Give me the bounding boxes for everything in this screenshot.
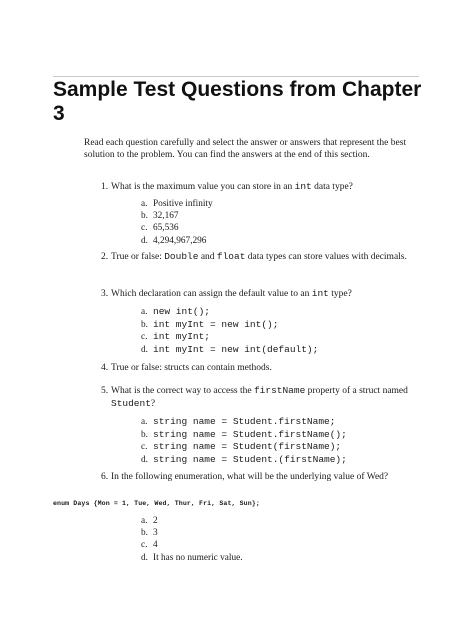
options-5 — [141, 416, 347, 466]
option-a: a. new int(); — [141, 306, 211, 317]
option-c: c. int myInt; — [141, 331, 211, 342]
header-rule — [53, 76, 419, 77]
question-4 — [101, 362, 411, 375]
question-number: 2. — [101, 252, 109, 262]
option-a: a. Positive infinity — [141, 199, 213, 209]
option-c: c. string name = Student(firstName); — [141, 441, 342, 452]
question-number: 6. — [101, 472, 109, 482]
question-number: 3. — [101, 289, 109, 299]
option-b: b. 32,167 — [141, 211, 179, 222]
option-d: d. int myInt = new int(default); — [141, 343, 319, 355]
question-1 — [101, 181, 411, 194]
option-d: d. 4,294,967,296 — [141, 235, 207, 246]
question-text: What is the maximum value you can store in an int data type? — [111, 181, 353, 192]
question-text: True or false: Double and float data types can store values with decimals. — [111, 251, 407, 262]
option-d: d. string name = Student.(firstName); — [141, 453, 347, 465]
option-c: c. 4 — [141, 540, 158, 551]
enum-code: enum Days {Mon = 1, Tue, Wed, Thur, Fri, Sat, Sun}; — [53, 500, 260, 507]
question-2 — [101, 251, 411, 264]
option-b: b. 3 — [141, 528, 158, 539]
option-a: a. string name = Student.firstName; — [141, 416, 336, 427]
option-d: d. It has no numeric value. — [141, 552, 243, 563]
question-text: Which declaration can assign the default value to an int type? — [111, 288, 352, 299]
options-3 — [141, 306, 318, 356]
option-a: a. 2 — [141, 516, 158, 526]
question-number: 1. — [101, 182, 109, 192]
question-number: 5. — [101, 386, 109, 396]
question-number: 4. — [101, 363, 109, 373]
options-1 — [141, 198, 213, 247]
question-3 — [101, 288, 411, 301]
question-text: True or false: structs can contain methods. — [111, 363, 272, 373]
option-c: c. 65,536 — [141, 223, 179, 234]
option-b: b. int myInt = new int(); — [141, 318, 279, 330]
intro-paragraph: Read each question carefully and select the answer or answers that represent the best solution to the problem. You can find the answers at the end of this section. — [84, 138, 407, 160]
page-title: Sample Test Questions from Chapter 3 — [53, 78, 422, 125]
option-b: b. string name = Student.firstName(); — [141, 428, 347, 440]
question-text: In the following enumeration, what will be the underlying value of Wed? — [111, 472, 389, 482]
question-6 — [101, 471, 411, 484]
options-6 — [141, 515, 243, 564]
question-text: What is the correct way to access the firstName property of a struct named Student? — [111, 385, 408, 409]
question-5 — [101, 385, 411, 410]
